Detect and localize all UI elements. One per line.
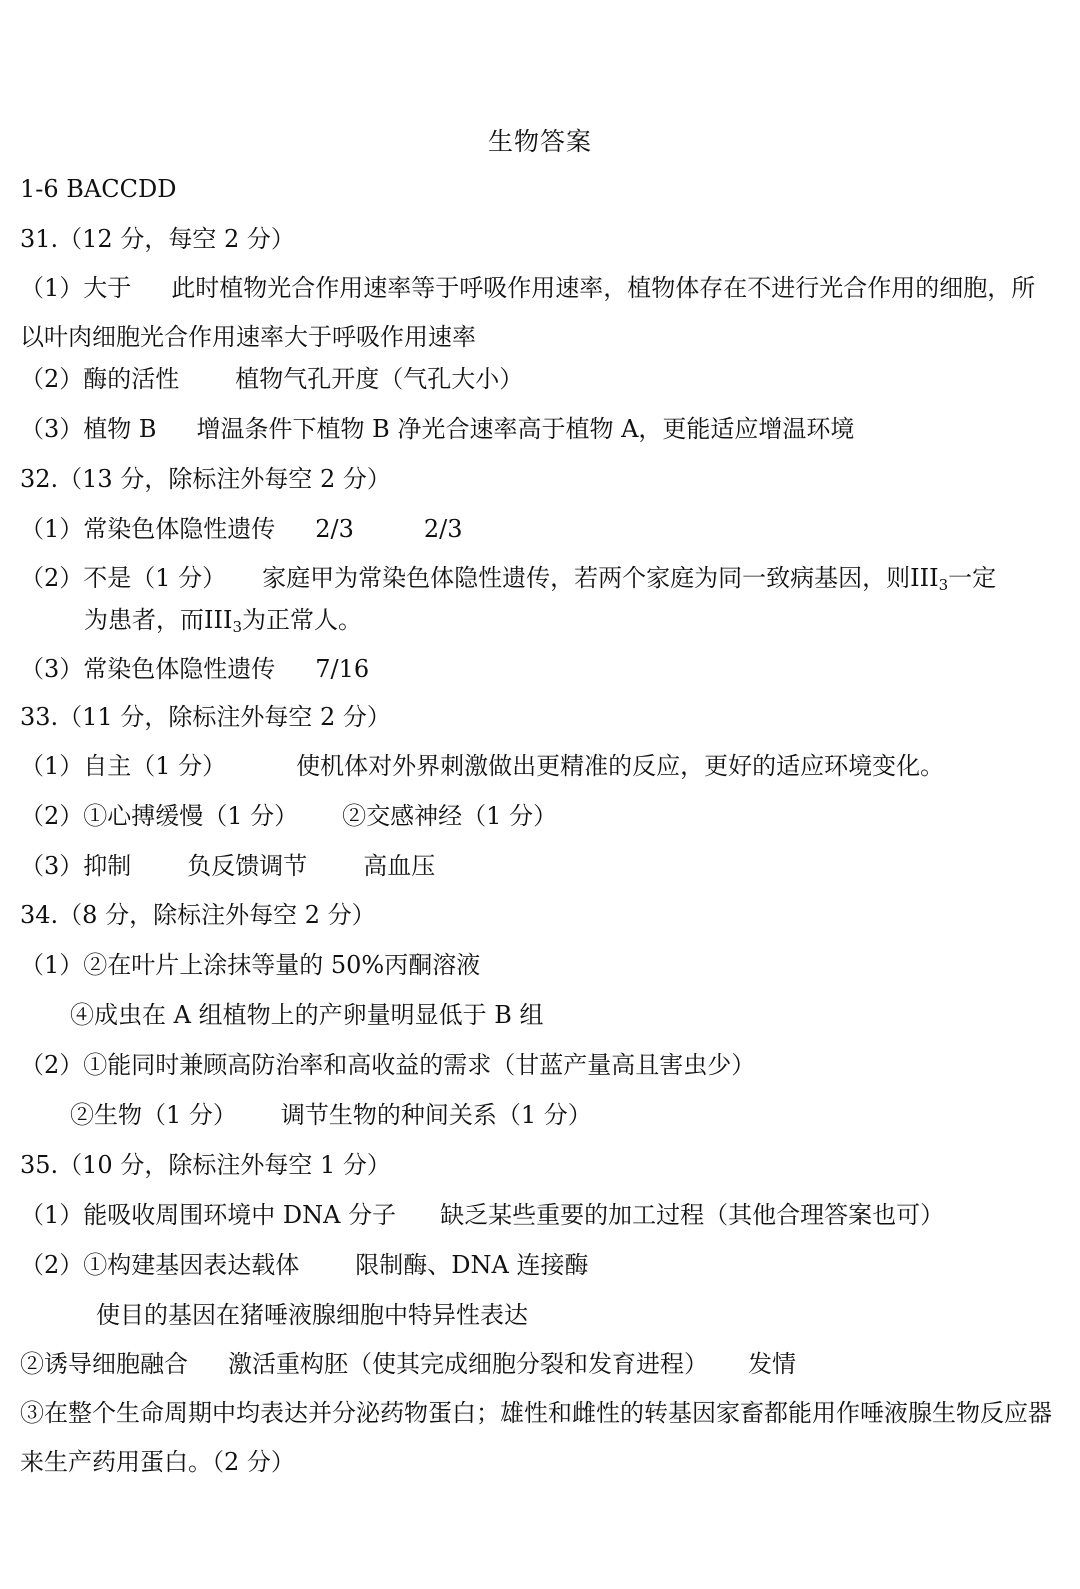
q35-part2-answer: （2）①构建基因表达载体 bbox=[20, 1251, 300, 1279]
q32-part2 bbox=[20, 561, 1056, 602]
q31-part2-answer: （2）酶的活性 bbox=[20, 365, 180, 393]
q35-part2 bbox=[20, 1248, 1056, 1282]
q33-part1 bbox=[20, 749, 1056, 783]
q31-part2 bbox=[20, 362, 1056, 396]
q31-part3 bbox=[20, 412, 1056, 446]
q34-part1: （1）②在叶片上涂抹等量的 50%丙酮溶液 bbox=[20, 951, 481, 979]
q32-part1-answer: （1）常染色体隐性遗传 bbox=[20, 515, 276, 543]
q33-part1-answer: （1）自主（1 分） bbox=[20, 752, 227, 780]
q32-part3-answer: （3）常染色体隐性遗传 bbox=[20, 655, 276, 683]
q35-part1-reason: 缺乏某些重要的加工过程（其他合理答案也可） bbox=[440, 1201, 945, 1229]
q34-part2-reason: 调节生物的种间关系（1 分） bbox=[280, 1101, 592, 1129]
q34-part2: （2）①能同时兼顾高防治率和高收益的需求（甘蓝产量高且害虫少） bbox=[20, 1051, 756, 1079]
q34-part1-cont: ④成虫在 A 组植物上的产卵量明显低于 B 组 bbox=[70, 1001, 544, 1029]
q33-part1-reason: 使机体对外界刺激做出更精准的反应，更好的适应环境变化。 bbox=[296, 752, 945, 780]
q32-part1 bbox=[20, 512, 1056, 546]
q32-part2-cont bbox=[84, 603, 1056, 644]
q35-part2-cont: 使目的基因在猪唾液腺细胞中特异性表达 bbox=[96, 1301, 528, 1329]
q35-part3-answer3: 发情 bbox=[748, 1350, 796, 1378]
q33-part3-answer3: 高血压 bbox=[363, 852, 436, 880]
q32-part1-prob2: 2/3 bbox=[423, 515, 463, 543]
q32-part2-sub1: 3 bbox=[938, 576, 949, 594]
q34-part2-answer: ②生物（1 分） bbox=[70, 1101, 237, 1129]
q31-part3-reason: 增温条件下植物 B 净光合速率高于植物 A，更能适应增温环境 bbox=[196, 415, 855, 443]
q31-part1-answer: （1）大于 bbox=[20, 274, 132, 302]
q35-part2-enzymes: 限制酶、DNA 连接酶 bbox=[355, 1251, 589, 1279]
q35-part1 bbox=[20, 1198, 1056, 1232]
q35-part3-answer2: 激活重构胚（使其完成细胞分裂和发育进程） bbox=[228, 1350, 708, 1378]
q33-part2-answer1: （2）①心搏缓慢（1 分） bbox=[20, 802, 299, 830]
page-title: 生物答案 bbox=[487, 127, 592, 156]
q32-part2-sub2: 3 bbox=[232, 618, 242, 636]
q31-part1-reason: 此时植物光合作用速率等于呼吸作用速率，植物体存在不进行光合作用的细胞，所以叶肉细胞光合作用速率大于呼吸作用速率 bbox=[20, 274, 1036, 351]
q32-header: 32.（13 分，除标注外每空 2 分） bbox=[20, 465, 391, 493]
q35-part4: ③在整个生命周期中均表达并分泌药物蛋白；雄性和雌性的转基因家畜都能用作唾液腺生物反应器来生产药用蛋白。（2 分） bbox=[20, 1399, 1052, 1476]
q33-part3-answer1: （3）抑制 bbox=[20, 852, 132, 880]
q33-part2-answer2: ②交感神经（1 分） bbox=[342, 802, 558, 830]
q35-part3-answer1: ②诱导细胞融合 bbox=[20, 1350, 188, 1378]
q33-part3-answer2: 负反馈调节 bbox=[187, 852, 308, 880]
q31-part3-answer: （3）植物 B bbox=[20, 415, 157, 443]
q32-part2-cont-a: 为患者，而III bbox=[84, 606, 233, 634]
q34-part2-cont bbox=[70, 1098, 1056, 1132]
q32-part2-cont-b: 为正常人。 bbox=[242, 606, 362, 634]
q31-part1 bbox=[20, 264, 1056, 362]
q32-part1-prob1: 2/3 bbox=[315, 515, 354, 543]
q35-header: 35.（10 分，除标注外每空 1 分） bbox=[20, 1151, 391, 1179]
q34-header: 34.（8 分，除标注外每空 2 分） bbox=[20, 901, 376, 929]
q32-part2-reason: 家庭甲为常染色体隐性遗传，若两个家庭为同一致病基因，则III bbox=[262, 564, 939, 592]
q32-part3 bbox=[20, 652, 1056, 686]
q35-part1-answer: （1）能吸收周围环境中 DNA 分子 bbox=[20, 1201, 397, 1229]
q31-header: 31.（12 分，每空 2 分） bbox=[20, 225, 295, 253]
q32-part3-prob: 7/16 bbox=[315, 655, 370, 683]
q32-part2-answer: （2）不是（1 分） bbox=[20, 564, 227, 592]
q33-part2 bbox=[20, 799, 1056, 833]
answers-1-6: 1-6 BACCDD bbox=[20, 175, 177, 203]
q31-part2-answer2: 植物气孔开度（气孔大小） bbox=[235, 365, 524, 393]
q35-part3 bbox=[20, 1347, 1056, 1381]
q32-part2-reason-end: 一定 bbox=[948, 564, 997, 592]
q33-header: 33.（11 分，除标注外每空 2 分） bbox=[20, 703, 391, 731]
q33-part3 bbox=[20, 849, 1056, 883]
